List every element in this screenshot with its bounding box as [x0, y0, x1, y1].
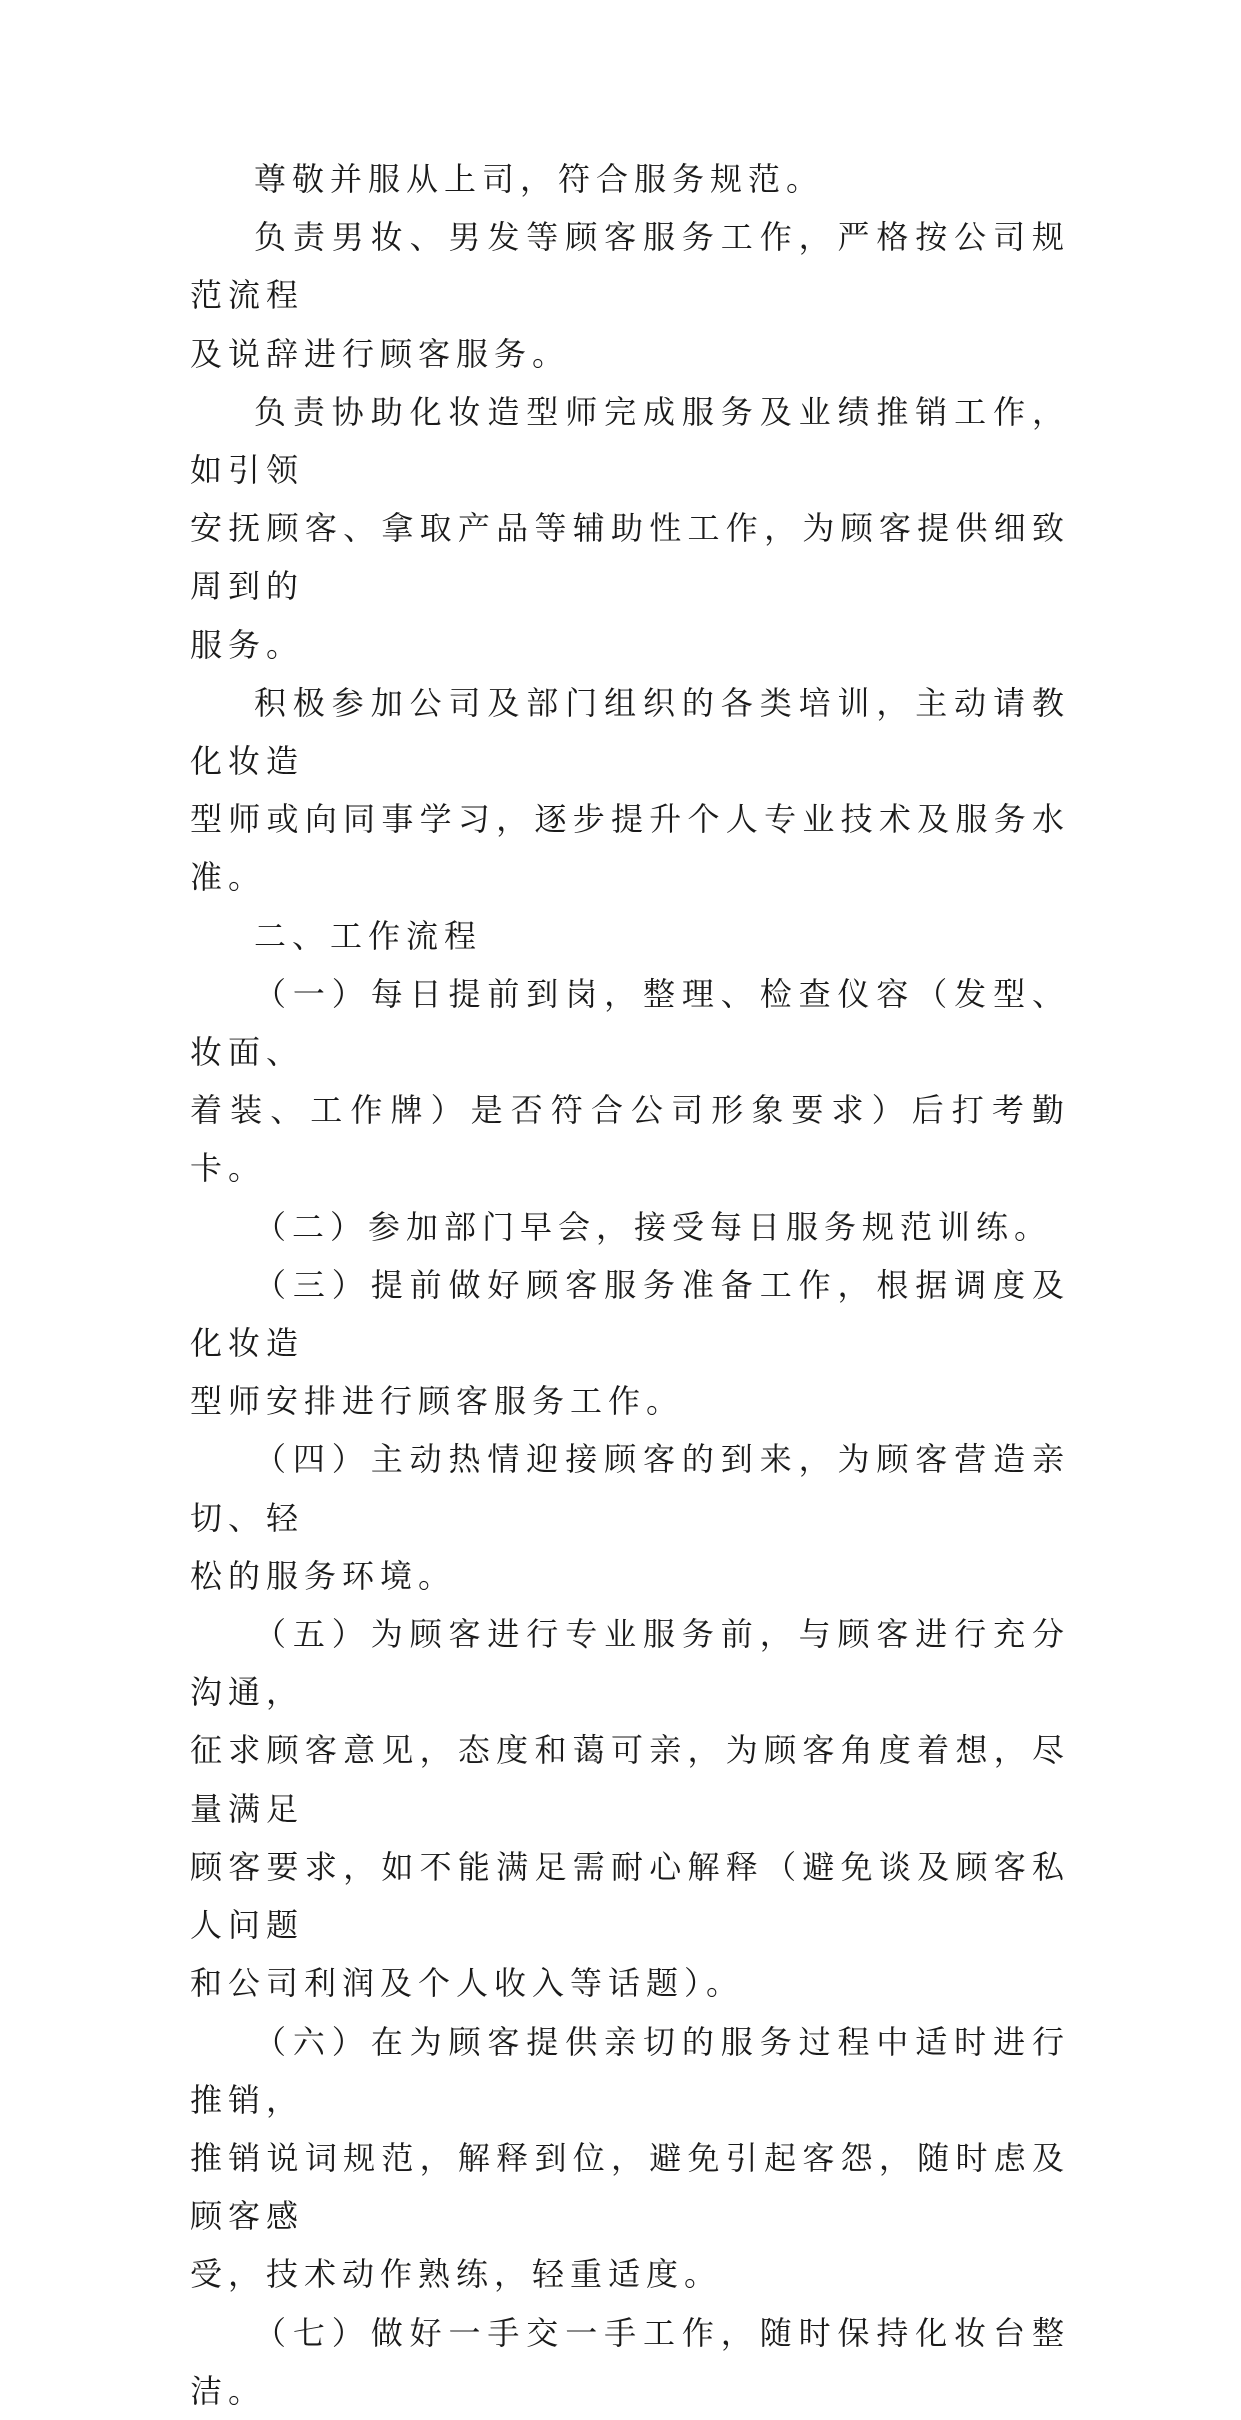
paragraph-step-1: （一）每日提前到岗，整理、检查仪容（发型、妆面、 着装、工作牌）是否符合公司形象要求）后打考勤卡。	[190, 974, 1070, 1188]
paragraph-step-7: （七）做好一手交一手工作，随时保持化妆台整洁。	[190, 2313, 1070, 2410]
paragraph-training: 积极参加公司及部门组织的各类培训，主动请教化妆造 型师或向同事学习，逐步提升个人专业技术及服务水准。	[190, 683, 1070, 897]
paragraph-step-4: （四）主动热情迎接顾客的到来，为顾客营造亲切、轻 松的服务环境。	[190, 1440, 1070, 1595]
paragraph-step-6: （六）在为顾客提供亲切的服务过程中适时进行推销， 推销说词规范，解释到位，避免引起客怨，随时虑及顾客感 受，技术动作熟练，轻重适度。	[190, 2022, 1070, 2294]
document-body	[190, 150, 1070, 2420]
paragraph-respect-superiors: 尊敬并服从上司，符合服务规范。	[254, 160, 825, 198]
paragraph-step-5: （五）为顾客进行专业服务前，与顾客进行充分沟通， 征求顾客意见，态度和蔼可亲，为顾客角度着想，尽量满足 顾客要求，如不能满足需耐心解释（避免谈及顾客私人问题 和公司利润及个人收入等话题）。	[190, 1615, 1070, 2003]
paragraph-step-2: （二）参加部门早会，接受每日服务规范训练。	[254, 1207, 1053, 1246]
paragraph-assist-stylist: 负责协助化妆造型师完成服务及业绩推销工作，如引领 安抚顾客、拿取产品等辅助性工作，为顾客提供细致周到的 服务。	[190, 392, 1070, 664]
section-heading-workflow: 二、工作流程	[254, 916, 483, 955]
paragraph-step-3: （三）提前做好顾客服务准备工作，根据调度及化妆造 型师安排进行顾客服务工作。	[190, 1265, 1070, 1421]
paragraph-male-services: 负责男妆、男发等顾客服务工作，严格按公司规范流程 及说辞进行顾客服务。	[190, 218, 1070, 373]
